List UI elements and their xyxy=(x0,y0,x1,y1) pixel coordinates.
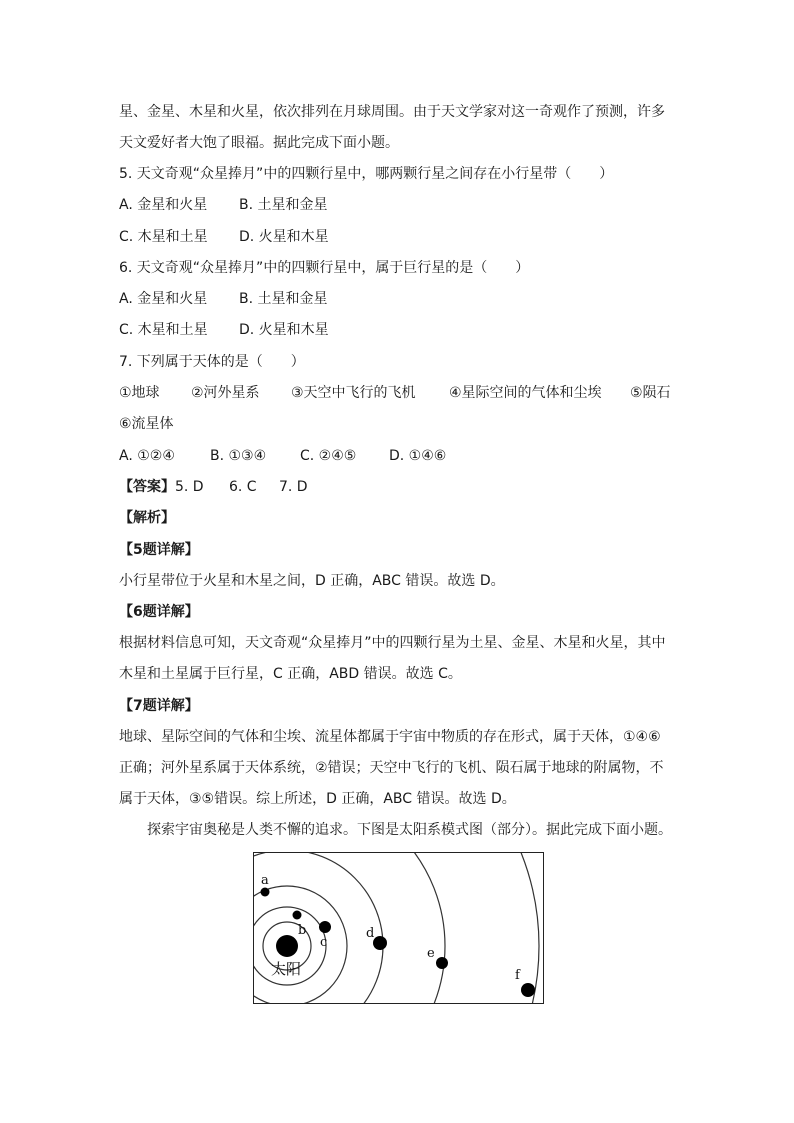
solar-system-diagram xyxy=(253,852,544,1004)
q5-option-a: A. 金星和火星 xyxy=(119,197,208,213)
planet-a xyxy=(261,888,270,897)
planet-d xyxy=(373,936,387,950)
orbit-f xyxy=(254,853,539,1003)
analysis-heading-5: 【5题详解】 xyxy=(119,542,199,558)
q7-item-4: ④星际空间的气体和尘埃 xyxy=(449,385,602,401)
answer-label: 【答案】 xyxy=(119,479,175,495)
planet-f xyxy=(521,983,535,997)
next-question-intro: 探索宇宙奥秘是人类不懈的追求。下图是太阳系模式图（部分）。据此完成下面小题。 xyxy=(147,822,672,838)
orbit-e xyxy=(254,853,445,1003)
solar-system-svg xyxy=(254,853,543,1003)
q7-option-b: B. ①③④ xyxy=(210,448,267,464)
answer-5: 5. D xyxy=(175,479,204,495)
q5-option-b: B. 土星和金星 xyxy=(239,197,328,213)
q5-option-c: C. 木星和土星 xyxy=(119,229,208,245)
q6-option-b: B. 土星和金星 xyxy=(239,291,328,307)
planet-label-a: a xyxy=(261,873,269,888)
planet-label-c: c xyxy=(320,935,328,950)
question-7-stem: 7. 下列属于天体的是（ ） xyxy=(119,354,305,370)
q5-option-d: D. 火星和木星 xyxy=(239,229,329,245)
q7-item-5: ⑤陨石 xyxy=(630,385,671,401)
analysis-para-6-line-1: 根据材料信息可知，天文奇观“众星捧月”中的四颗行星为土星、金星、木星和火星，其中 xyxy=(119,635,666,651)
orbit-a xyxy=(254,886,347,1003)
analysis-para-5: 小行星带位于火星和木星之间，D 正确，ABC 错误。故选 D。 xyxy=(119,573,505,589)
analysis-heading-6: 【6题详解】 xyxy=(119,604,199,620)
q7-item-6: ⑥流星体 xyxy=(119,416,174,432)
q7-item-3: ③天空中飞行的飞机 xyxy=(291,385,416,401)
sun-label: 太阳 xyxy=(271,960,302,978)
answer-7: 7. D xyxy=(279,479,308,495)
planet-label-b: b xyxy=(298,923,307,938)
analysis-heading-7: 【7题详解】 xyxy=(119,698,199,714)
planet-c xyxy=(319,921,331,933)
q7-item-2: ②河外星系 xyxy=(191,385,260,401)
analysis-para-6-line-2: 木星和土星属于巨行星，C 正确，ABD 错误。故选 C。 xyxy=(119,666,462,682)
intro-line-2: 天文爱好者大饱了眼福。据此完成下面小题。 xyxy=(119,135,399,151)
planet-label-d: d xyxy=(366,926,375,941)
analysis-para-7-line-3: 属于天体，③⑤错误。综上所述，D 正确，ABC 错误。故选 D。 xyxy=(119,791,516,807)
q7-item-1: ①地球 xyxy=(119,385,160,401)
q6-option-d: D. 火星和木星 xyxy=(239,322,329,338)
question-5-stem: 5. 天文奇观“众星捧月”中的四颗行星中，哪两颗行星之间存在小行星带（ ） xyxy=(119,166,614,182)
q7-option-c: C. ②④⑤ xyxy=(300,448,357,464)
planet-b xyxy=(293,911,302,920)
q6-option-a: A. 金星和火星 xyxy=(119,291,208,307)
planet-e xyxy=(436,957,448,969)
planet-label-e: e xyxy=(427,946,435,961)
q7-option-d: D. ①④⑥ xyxy=(389,448,447,464)
sun xyxy=(276,935,298,957)
analysis-para-7-line-2: 正确；河外星系属于天体系统，②错误；天空中飞行的飞机、陨石属于地球的附属物，不 xyxy=(119,760,664,776)
intro-line-1: 星、金星、木星和火星，依次排列在月球周围。由于天文学家对这一奇观作了预测，许多 xyxy=(119,104,665,120)
q6-option-c: C. 木星和土星 xyxy=(119,322,208,338)
answer-6: 6. C xyxy=(229,479,257,495)
question-6-stem: 6. 天文奇观“众星捧月”中的四颗行星中，属于巨行星的是（ ） xyxy=(119,260,530,276)
planet-label-f: f xyxy=(515,968,520,983)
analysis-title: 【解析】 xyxy=(119,510,175,526)
analysis-para-7-line-1: 地球、星际空间的气体和尘埃、流星体都属于宇宙中物质的存在形式，属于天体，①④⑥ xyxy=(119,729,661,745)
q7-option-a: A. ①②④ xyxy=(119,448,175,464)
orbit-d xyxy=(254,853,383,1003)
